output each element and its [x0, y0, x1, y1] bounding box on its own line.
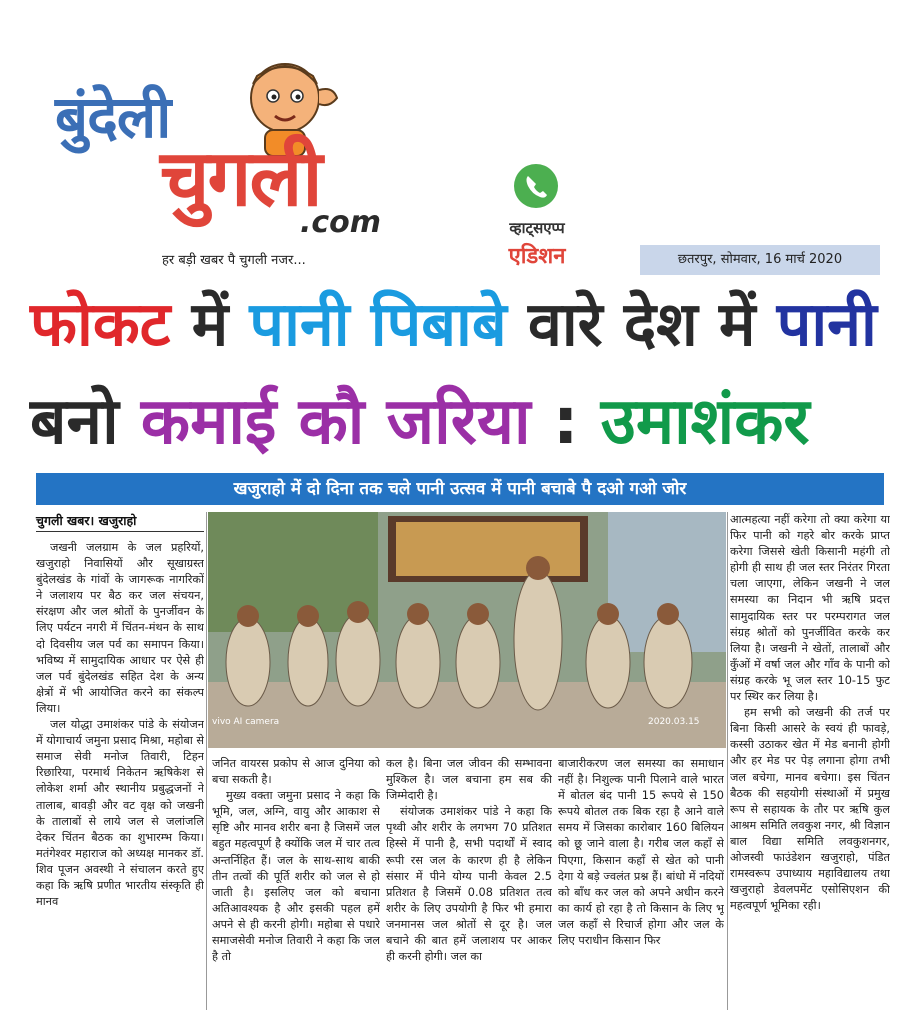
- photo-date-stamp: 2020.03.15: [648, 717, 700, 727]
- headline-word: पिबाबे: [370, 289, 507, 360]
- headline-word: देश: [623, 289, 698, 360]
- whatsapp-label: व्हाट्सएप्प: [509, 219, 565, 237]
- headline-word: में: [191, 289, 229, 360]
- article-column-2: [212, 756, 380, 1010]
- paragraph: बाजारीकरण जल समस्या का समाधान नहीं है। निशुल्क पानी पिलाने वाले भारत में बोतल बंद पानी 15 रूपये से 150 रूपये बोतल तक बिक रहा है आने वाले समय में जिसका कारोबार 160 बिलियन को छू जाने वाला है। गरीब जल कहाँ से पिएगा, किसान कहाँ से खेत को पानी देगा ये बड़े ज्वलंत प्रश्न हैं। बांधो में नदियों को बाँध कर जल को अपने अधीन करने का कार्य हो रहा है तो किसान के लिए भू जल कहाँ से रिचार्ज होगा और जल के लिए पराधीन किसान फिर: [558, 757, 724, 948]
- paragraph: जल योद्धा उमाशंकर पांडे के संयोजन में योगाचार्य जमुना प्रसाद मिश्रा, महोबा से समाज सेवी मनोज तिवारी, टिहन रिछारिया, परमार्थ निकेतन ऋषिकेश से लोकेश शर्मा और स्थानीय प्रबुद्धजनों ने तालाब, बावड़ी और वट वृक्ष को जखनी के तालाबों से लाये जल से जलांजलि देकर चिंतन बैठक का शुभारम्भ किया। मतंगेश्वर महाराज को अध्यक्ष मानकर डॉ. शिव पूजन अवस्थी ने संचालन करते हुए कहा कि ऋषि प्रणीत भारतीय संस्कृति ही मानव: [36, 718, 204, 909]
- dateline: छतरपुर, सोमवार, 16 मार्च 2020: [640, 245, 880, 275]
- headline-word: पानी: [249, 289, 350, 360]
- article-column-4: [558, 756, 724, 1010]
- paragraph: आत्महत्या नहीं करेगा तो क्या करेगा या फिर पानी को गहरे बोर करके प्राप्त करेगा जिससे खेती किसानी महंगी तो होगी ही साथ ही जल स्तर निरंतर गिरता चला जाएगा, लेकिन जखनी ने जल समस्या का निदान भी ऋषि प्रदत्त सामुदायिक स्तर पर परम्परागत जल संग्रह श्रोतों को पुनर्जीवित करके कर लिया है। जखनी ने खेतों, तालाबों और कुँओं में वर्षा जल और गाँव के पानी को संग्रह करके भू जल स्तर 10-15 फुट पर स्थिर कर लिया है।: [730, 513, 890, 704]
- headline-word: जरिया: [386, 385, 531, 459]
- headline-word: फोकट: [30, 289, 171, 360]
- headline-word: बनो: [30, 385, 119, 459]
- column-rule: [727, 512, 728, 1010]
- article-column-3: [386, 756, 552, 1010]
- paragraph: मुख्य वक्ता जमुना प्रसाद ने कहा कि भूमि, जल, अग्नि, वायु और आकाश से सृष्टि और मानव शरीर बना है जिसमें जल बहुत महत्वपूर्ण है क्योंकि जल में चार तत्व अन्तर्निहित हैं। जल के साथ-साथ बाकी तीन तत्वों की पूर्ति शरीर को जल से हो जाती है। इसलिए जल को बचाना अतिआवश्यक है और इसकी पहल हमें अपने से ही करनी होगी। महोबा से पधारे समाजसेवी मनोज तिवारी ने कहा कि जल है तो: [212, 789, 380, 964]
- headline-word: में: [719, 289, 756, 360]
- paragraph: संयोजक उमाशंकर पांडे ने कहा कि पृथ्वी और शरीर के लगभग 70 प्रतिशत हिस्से में पानी है, सभी पदार्थों में स्वाद रूपी रस जल के कारण ही है लेकिन संसार में पीने योग्य पानी केवल 2.5 प्रतिशत है जिसमें 0.08 प्रतिशत तत्व शरीर के लिए उपयोगी है फिर भी हमारा जनमानस जल श्रोतों से दूर है। जल बचाने की बात हमें जलाशय पर आकर ही करनी होगी। जल का: [386, 805, 552, 964]
- photo-camera-text: vivo AI camera: [212, 717, 280, 727]
- headline-word: कौ: [298, 385, 365, 459]
- headline-word: वारे: [527, 289, 603, 360]
- headline-line-2: [30, 385, 890, 459]
- headline-line-1: [30, 289, 890, 360]
- paragraph: हम सभी को जखनी की तर्ज पर बिना किसी आसरे के स्वयं ही फावड़े, कस्सी उठाकर खेत में मेड बनानी होगी और हर मेड पर पेड़ लगाना होगा तभी जल बचेगा, मानव बचेगा। इस चिंतन बैठक की सहयोगी संस्थाओं में प्रमुख रूप से सहायक के तौर पर ऋषि कुल आश्रम समिति लवकुश नगर, श्री विज्ञान बाल विद्या समिति लवकुशनगर, ओजस्वी फाउंडेशन खजुराहो, पंडित रामस्वरूप उपाध्याय महाविद्यालय तथा खजुराहो डेवलपमेंट एसोसिएशन की महत्वपूर्ण भूमिका रही।: [730, 706, 890, 913]
- logo-bundeli: बुंदेली: [55, 83, 171, 151]
- subheadline-bar: खजुराहो में दो दिना तक चले पानी उत्सव में पानी बचाबे पै दओ गओ जोर: [36, 473, 884, 505]
- article-column-5: [730, 512, 890, 1010]
- event-photo: [208, 512, 726, 748]
- byline: चुगली खबर। खजुराहो: [36, 512, 204, 532]
- tagline: हर बड़ी खबर पै चुगली नजर...: [162, 253, 306, 268]
- headline-word: पानी: [776, 289, 877, 360]
- logo-com: .com: [300, 205, 382, 240]
- article-column-1: [36, 540, 204, 1010]
- headline-word: :: [552, 385, 579, 459]
- column-rule: [206, 512, 207, 1010]
- logo-chugli: चुगली: [160, 134, 321, 224]
- headline-word: कमाई: [140, 385, 277, 459]
- headline-word: उमाशंकर: [600, 385, 810, 459]
- edition-label: एडिशन: [508, 244, 566, 269]
- paragraph: जखनी जलग्राम के जल प्रहरियों, खजुराहो निवासियों और सूखाग्रस्त बुंदेलखंड के गांवों के जागरूक नागरिकों ने जलाशय पर बैठ कर जल संचयन, संरक्षण और जल श्रोतों के पुनर्जीवन के लिए पर्यटन नगरी में चिंतन-मंथन के साथ दो दिवसीय जल पर्व का समापन किया। भविष्य में सामुदायिक आधार पर ऐसे ही जल पर्व बुंदेलखंड सहित देश के अन्य क्षेत्रों में भी आयोजित करने का संकल्प लिया।: [36, 541, 204, 715]
- whatsapp-icon: [512, 162, 560, 210]
- paragraph: कल है। बिना जल जीवन की सम्भावना मुश्किल है। जल बचाना हम सब की जिम्मेदारी है।: [386, 757, 552, 803]
- paragraph: जनित वायरस प्रकोप से आज दुनिया को बचा सकती है।: [212, 757, 380, 787]
